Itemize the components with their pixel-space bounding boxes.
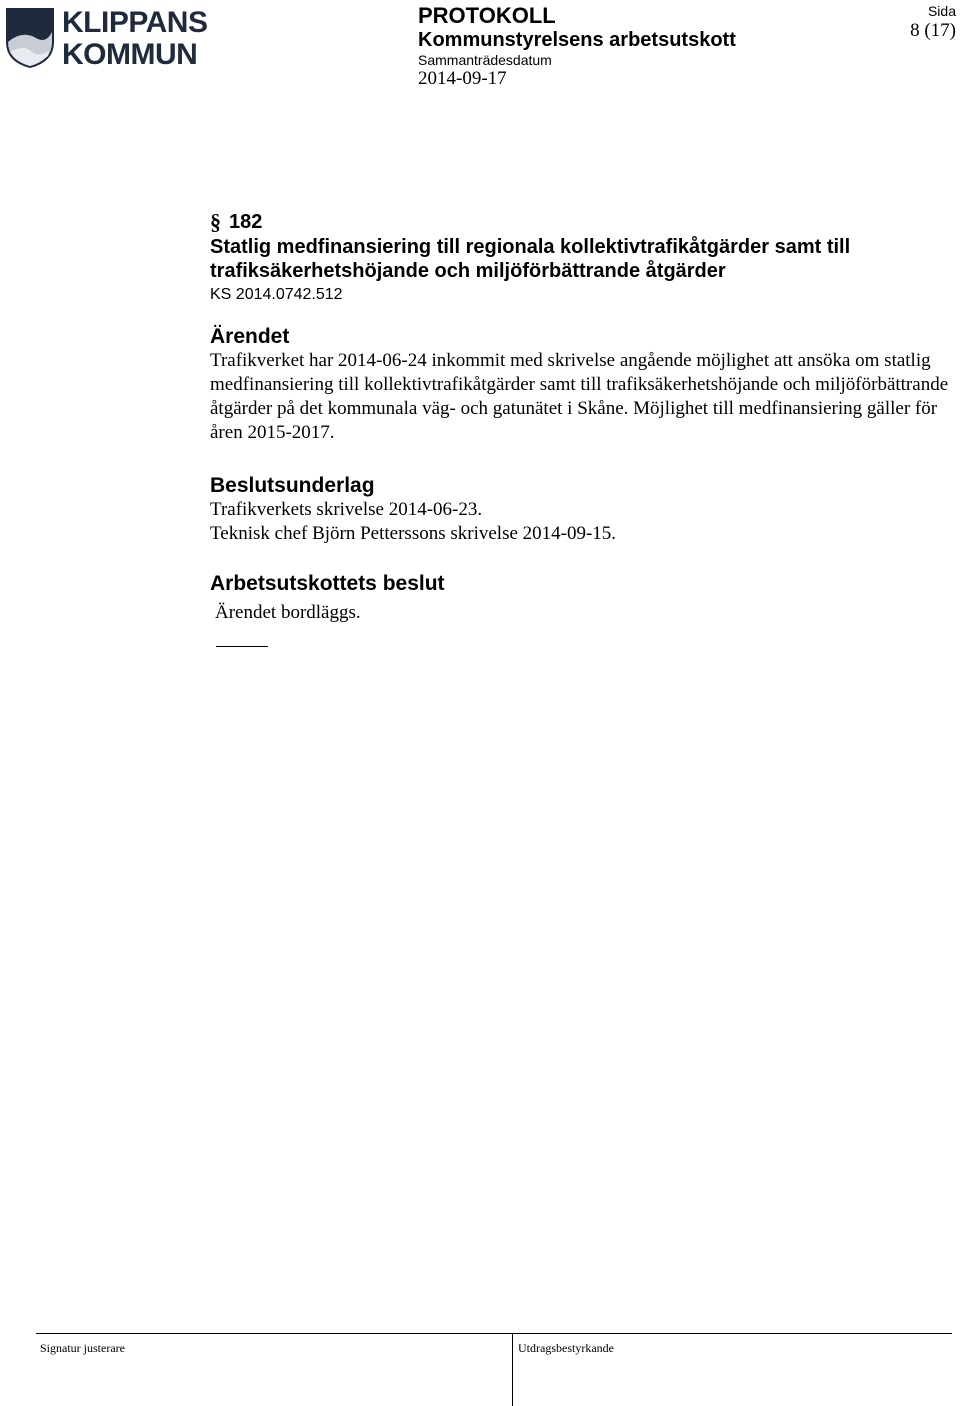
- svg-text:KLIPPANS: KLIPPANS: [62, 6, 208, 39]
- footer-rule: [36, 1333, 952, 1334]
- svg-text:KOMMUN: KOMMUN: [62, 38, 198, 70]
- paragraph-number-value: 182: [229, 211, 263, 233]
- section-heading: Arbetsutskottets beslut: [210, 572, 445, 595]
- section-heading: Beslutsunderlag: [210, 474, 375, 497]
- item-header: [210, 210, 940, 304]
- page-number: 8 (17): [910, 20, 956, 41]
- section-arendet: [210, 325, 950, 445]
- signature-justerare-label: Signatur justerare: [40, 1341, 125, 1355]
- paragraph-sign: §: [210, 209, 221, 234]
- klippans-kommun-logo: [2, 2, 217, 70]
- paragraph-number: [210, 210, 940, 234]
- decision-text: Ärendet bordläggs.: [215, 602, 361, 623]
- meeting-date: 2014-09-17: [418, 68, 507, 89]
- section-heading: Ärendet: [210, 325, 290, 348]
- document-type: PROTOKOLL: [418, 3, 556, 28]
- item-title: Statlig medfinansiering till regionala kollektivtrafikåtgärder samt till trafiksäkerhetshöjande och miljöförbättrande åtgärder: [210, 236, 851, 282]
- basis-document: Trafikverkets skrivelse 2014-06-23.: [210, 499, 483, 520]
- section-body: Trafikverket har 2014-06-24 inkommit med skrivelse angående möjlighet att ansöka om statlig medfinansiering till kollektivtrafikåtgärder samt till trafiksäkerhetshöjande och miljöförbättrande åtgärder på det kommunala väg- och gatunätet i Skåne. Möjlighet till medfinansiering gäller för åren 2015-2017.: [210, 350, 949, 443]
- logo-graphic: [2, 2, 217, 70]
- page-label: Sida: [927, 3, 956, 19]
- section-beslutsunderlag: [210, 474, 950, 546]
- committee-name: Kommunstyrelsens arbetsutskott: [418, 29, 736, 51]
- end-rule: [216, 646, 268, 647]
- basis-document: Teknisk chef Björn Petterssons skrivelse 2014-09-15.: [210, 523, 617, 544]
- utdragsbestyrkande-label: Utdragsbestyrkande: [518, 1341, 614, 1355]
- meeting-date-label: Sammanträdesdatum: [418, 52, 552, 68]
- section-beslut: [210, 572, 950, 625]
- footer-divider: [512, 1333, 513, 1406]
- case-number: KS 2014.0742.512: [210, 286, 343, 303]
